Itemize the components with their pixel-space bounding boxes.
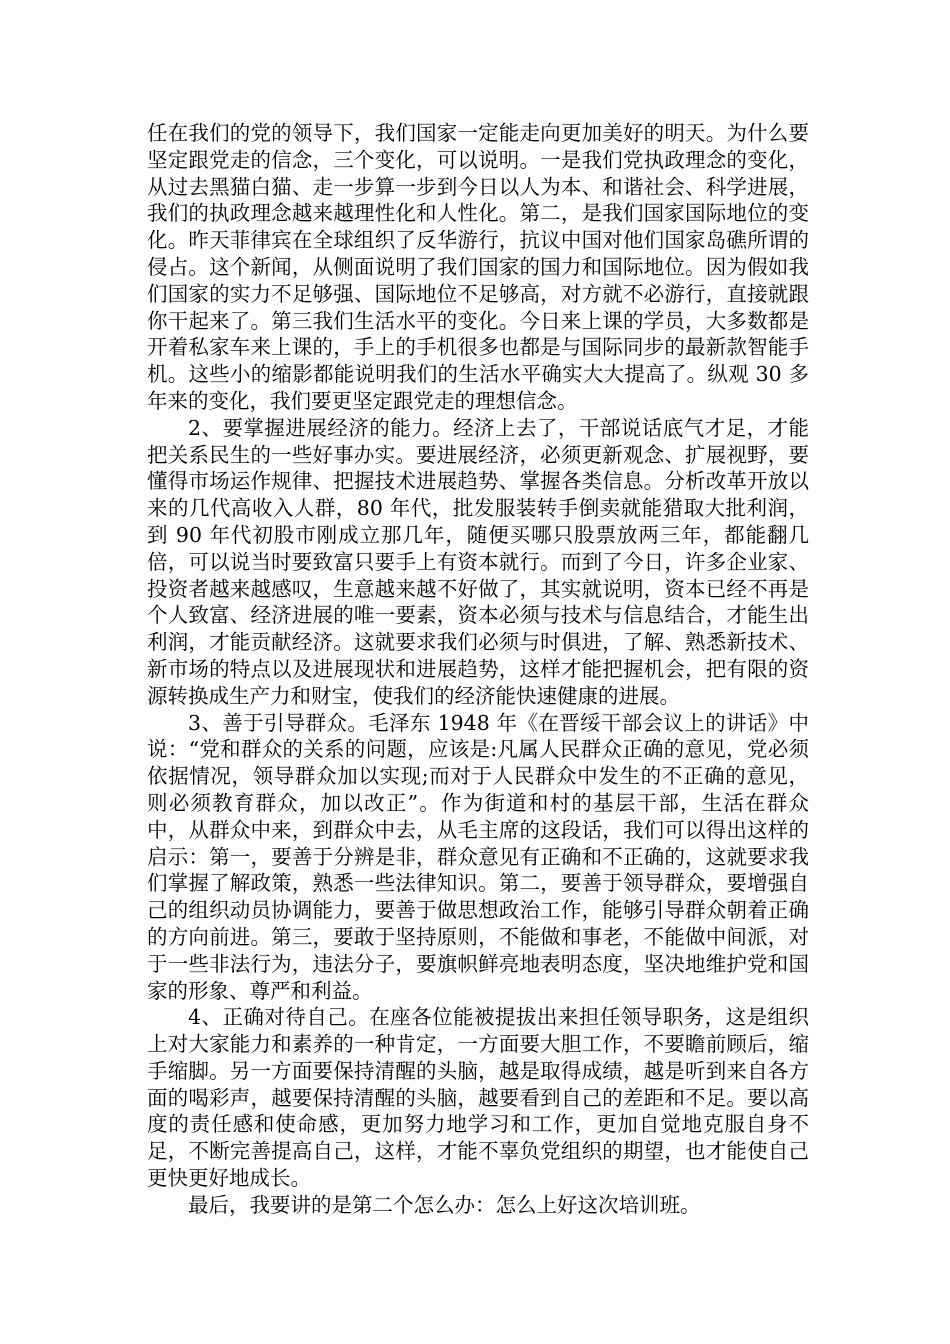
paragraph-closing: 最后，我要讲的是第二个怎么办：怎么上好这次培训班。 (188, 1192, 701, 1217)
paragraph-economy: 2、要掌握进展经济的能力。经济上去了，干部说话底气才足，才能把关系民生的一些好事办实。要进展经济，必须更新观念、扩展视野，要懂得市场运作规律、把握技术进展趋势、掌握各类信息。分析改革开放以来的几代高收入人群，80 年代，批发服装转手倒卖就能猎取大批利润，到 90 年代初股市刚成立那几年，随便买哪只股票放两三年，都能翻几倍，可以说当时要致富只要手上有资本就行。而到了今日，许多企业家、投资者越来越感叹，生意越来越不好做了，其实就说明，资本已经不再是个人致富、经济进展的唯一要素，资本必须与技术与信息结合，才能生出利润，才能贡献经济。这就要求我们必须与时俱进，了解、熟悉新技术、新市场的特点以及进展现状和进展趋势，这样才能把握机会，把有限的资源转换成生产力和财宝，使我们的经济能快速健康的进展。 (147, 415, 809, 708)
paragraph-continuation: 任在我们的党的领导下，我们国家一定能走向更加美好的明天。为什么要坚定跟党走的信念，三个变化，可以说明。一是我们党执政理念的变化，从过去黑猫白猫、走一步算一步到今日以人为本、和谐社会、科学进展，我们的执政理念越来越理性化和人性化。第二，是我们国家国际地位的变化。昨天菲律宾在全球组织了反华游行，抗议中国对他们国家岛礁所谓的侵占。这个新闻，从侧面说明了我们国家的国力和国际地位。因为假如我们国家的实力不足够强、国际地位不足够高，对方就不必游行，直接就跟你干起来了。第三我们生活水平的变化。今日来上课的学员，大多数都是开着私家车来上课的，手上的手机很多也都是与国际同步的最新款智能手机。这些小的缩影都能说明我们的生活水平确实大大提高了。纵观 30 多年来的变化，我们要更坚定跟党走的理想信念。 (147, 121, 809, 413)
paragraph-self: 4、正确对待自己。在座各位能被提拔出来担任领导职务，这是组织上对大家能力和素养的一种肯定，一方面要大胆工作，不要瞻前顾后，缩手缩脚。另一方面要保持清醒的头脑，越是取得成绩，越是听到来自各方面的喝彩声，越要保持清醒的头脑，越要看到自己的差距和不足。要以高度的责任感和使命感，更加努力地学习和工作，更加自觉地克服自身不足，不断完善提高自己，这样，才能不辜负党组织的期望，也才能使自己更快更好地成长。 (147, 1005, 809, 1191)
paragraph-guide-masses: 3、善于引导群众。毛泽东 1948 年《在晋绥干部会议上的讲话》中说：“党和群众的关系的问题，应该是:凡属人民群众正确的意见，党必须依据情况，领导群众加以实现;而对于人民群众中发生的不正确的意见，则必须教育群众，加以改正”。作为街道和村的基层干部，生活在群众中，从群众中来，到群众中去，从毛主席的这段话，我们可以得出这样的启示：第一，要善于分辨是非，群众意见有正确和不正确的，这就要求我们掌握了解政策，熟悉一些法律知识。第二，要善于领导群众，要增强自己的组织动员协调能力，要善于做思想政治工作，能够引导群众朝着正确的方向前进。第三，要敢于坚持原则，不能做和事老，不能做中间派，对于一些非法行为，违法分子，要旗帜鲜亮地表明态度，坚决地维护党和国家的形象、尊严和利益。 (147, 710, 809, 1003)
document-body (147, 120, 809, 1219)
